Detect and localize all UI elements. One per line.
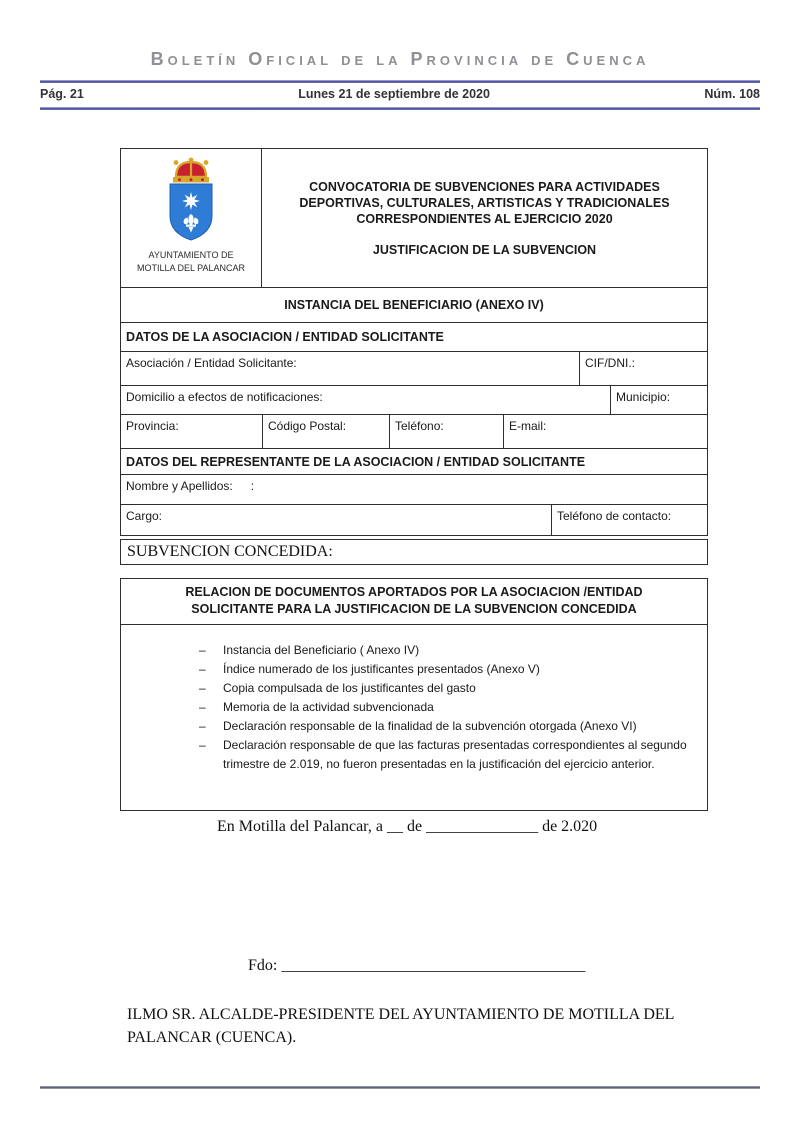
- asociacion-field: Asociación / Entidad Solicitante:: [126, 356, 297, 370]
- cif-field: CIF/DNI.:: [579, 352, 707, 385]
- list-item: – Instancia del Beneficiario ( Anexo IV): [199, 641, 691, 660]
- municipio-field: Municipio:: [610, 386, 707, 414]
- dash-bullet: –: [199, 719, 206, 733]
- subvencion-concedida-box: SUBVENCION CONCEDIDA:: [120, 539, 708, 565]
- list-item: – Índice numerado de los justificantes presentados (Anexo V): [199, 660, 691, 679]
- bulletin-masthead: Boletín Oficial de la Provincia de Cuenca: [150, 49, 650, 69]
- footer-rule: [40, 1086, 760, 1089]
- provincia-field: Provincia:: [126, 419, 179, 433]
- signature-line: Fdo: ______________________________________: [248, 957, 586, 974]
- header-rule-bottom: [40, 107, 760, 110]
- dash-bullet: –: [199, 738, 206, 752]
- dash-bullet: –: [199, 643, 206, 657]
- page-info-bar: [40, 87, 760, 101]
- form-title-cell: [261, 149, 707, 287]
- nombre-row: [121, 474, 707, 504]
- dash-bullet: –: [199, 681, 206, 695]
- instancia-header-row: INSTANCIA DEL BENEFICIARIO (ANEXO IV): [121, 287, 707, 322]
- datos-representante-header-row: DATOS DEL REPRESENTANTE DE LA ASOCIACION / ENTIDAD SOLICITANTE: [121, 448, 707, 474]
- telefono-field: Teléfono:: [389, 415, 503, 448]
- cargo-row: [121, 504, 707, 535]
- list-item: – Declaración responsable de que las facturas presentadas correspondientes al segundo trimestre de 2.019, no fueron presentadas en la justificación del ejercicio anterior.: [199, 736, 691, 774]
- domicilio-row: [121, 385, 707, 414]
- issue-number-label: Núm. 108: [704, 87, 760, 101]
- form-title-line2: DEPORTIVAS, CULTURALES, ARTISTICAS Y TRADICIONALES: [299, 196, 670, 210]
- form-subtitle: JUSTIFICACION DE LA SUBVENCION: [372, 243, 597, 257]
- dash-bullet: –: [199, 700, 206, 714]
- email-field: E-mail:: [503, 415, 707, 448]
- nombre-field: Nombre y Apellidos: :: [126, 479, 255, 493]
- dash-bullet: –: [199, 662, 206, 676]
- page-number-label: Pág. 21: [40, 87, 84, 101]
- form-title-line1: CONVOCATORIA DE SUBVENCIONES PARA ACTIVIDADES: [309, 180, 660, 194]
- addressee-line: ILMO SR. ALCALDE-PRESIDENTE DEL AYUNTAMIENTO DE MOTILLA DEL PALANCAR (CUENCA).: [127, 1006, 674, 1046]
- issue-date-label: Lunes 21 de septiembre de 2020: [298, 87, 490, 101]
- documentos-table: [120, 578, 708, 811]
- list-item: – Copia compulsada de los justificantes del gasto: [199, 679, 691, 698]
- datos-asociacion-header-row: DATOS DE LA ASOCIACION / ENTIDAD SOLICITANTE: [121, 322, 707, 351]
- list-item: – Declaración responsable de la finalidad de la subvención otorgada (Anexo VI): [199, 717, 691, 736]
- cargo-field: Cargo:: [126, 509, 163, 523]
- municipality-logo-cell: [121, 149, 261, 287]
- telefono-contacto-field: Teléfono de contacto:: [551, 505, 707, 535]
- domicilio-field: Domicilio a efectos de notificaciones:: [126, 390, 323, 404]
- form-title-line3: CORRESPONDIENTES AL EJERCICIO 2020: [356, 212, 613, 226]
- list-item: – Memoria de la actividad subvencionada: [199, 698, 691, 717]
- coat-of-arms-icon: [148, 156, 234, 244]
- documentos-list: [121, 625, 707, 810]
- date-place-line: En Motilla del Palancar, a __ de ______________ de 2.020: [217, 818, 598, 835]
- codigo-postal-field: Código Postal:: [262, 415, 389, 448]
- provincia-row: [121, 414, 707, 448]
- documentos-header: RELACION DE DOCUMENTOS APORTADOS POR LA ASOCIACION /ENTIDAD SOLICITANTE PARA LA JUSTIFICACION DE LA SUBVENCION CONCEDIDA: [121, 579, 707, 625]
- asociacion-row: [121, 351, 707, 385]
- header-rule-top: [40, 80, 760, 83]
- municipality-name: AYUNTAMIENTO DE MOTILLA DEL PALANCAR: [136, 250, 246, 273]
- form-table: [120, 148, 708, 536]
- form-header-row: [121, 149, 707, 287]
